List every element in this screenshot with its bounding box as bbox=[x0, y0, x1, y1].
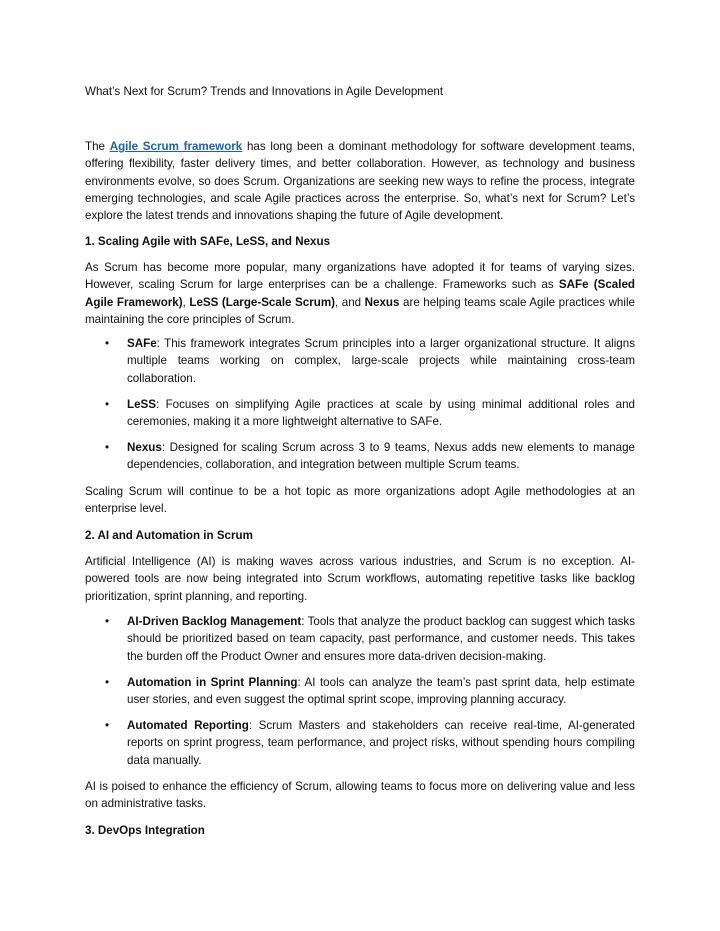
bullet-icon: • bbox=[105, 441, 110, 454]
bullet-term: LeSS bbox=[127, 398, 156, 411]
text: , and bbox=[335, 295, 365, 309]
section-3-heading: 3. DevOps Integration bbox=[85, 824, 205, 837]
bullet-icon: • bbox=[105, 337, 110, 350]
list-item bbox=[85, 717, 635, 769]
bullet-term: Automated Reporting bbox=[127, 719, 249, 732]
bullet-text: : Designed for scaling Scrum across 3 to 9 teams, Nexus adds new elements to manage dependencies, collaboration, and integration between multiple Scrum teams. bbox=[127, 441, 635, 472]
section-2-paragraph: Artificial Intelligence (AI) is making waves across various industries, and Scrum is no exception. AI-powered tools are now being integrated into Scrum workflows, automating repetitive tasks like backlog prioritization, sprint planning, and reporting. bbox=[85, 555, 635, 603]
section-1-bullet-list bbox=[85, 335, 635, 387]
bullet-text: : AI tools can analyze the team’s past sprint data, help estimate user stories, and even suggest the optimal sprint scope, improving planning accuracy. bbox=[127, 676, 636, 707]
bullet-icon: • bbox=[105, 615, 110, 628]
section-1-heading: 1. Scaling Agile with SAFe, LeSS, and Nexus bbox=[85, 235, 331, 248]
bullet-text: : Focuses on simplifying Agile practices at scale by using minimal additional roles and ceremonies, making it a more lightweight alternative to SAFe. bbox=[127, 398, 635, 429]
text: are helping teams scale Agile practices while maintaining the core principles of Scrum. bbox=[85, 295, 635, 326]
bullet-text: : Scrum Masters and stakeholders can receive real-time, AI-generated reports on sprint progress, team performance, and project risks, without spending hours compiling data manually. bbox=[127, 719, 635, 767]
bullet-text: : This framework integrates Scrum principles into a larger organizational structure. It aligns multiple teams working on complex, large-scale projects while maintaining cross-team collaboration. bbox=[127, 337, 635, 385]
section-1-bullet-list-3 bbox=[85, 439, 635, 474]
section-2-heading: 2. AI and Automation in Scrum bbox=[85, 529, 253, 542]
bullet-term: Automation in Sprint Planning bbox=[127, 676, 298, 689]
list-item bbox=[85, 335, 635, 387]
section-1-closing: Scaling Scrum will continue to be a hot topic as more organizations adopt Agile methodologies at an enterprise level. bbox=[85, 485, 635, 516]
list-item bbox=[85, 613, 635, 665]
section-2-bullet-list-2 bbox=[85, 674, 635, 709]
bold-nexus: Nexus bbox=[364, 295, 400, 309]
section-2-closing: AI is poised to enhance the efficiency of Scrum, allowing teams to focus more on delivering value and less on administrative tasks. bbox=[85, 780, 635, 811]
section-2-bullet-list-3 bbox=[85, 717, 635, 769]
document-title: What’s Next for Scrum? Trends and Innovations in Agile Development bbox=[85, 85, 444, 98]
bullet-icon: • bbox=[105, 398, 110, 411]
list-item bbox=[85, 439, 635, 474]
intro-paragraph bbox=[85, 138, 635, 224]
bullet-term: SAFe bbox=[127, 337, 157, 350]
section-1-paragraph bbox=[85, 259, 635, 328]
bullet-icon: • bbox=[105, 719, 110, 732]
text: As Scrum has become more popular, many organizations have adopted it for teams of varying sizes. However, scaling Scrum for large enterprises can be a challenge. Frameworks such as bbox=[85, 261, 635, 292]
bold-less: LeSS (Large-Scale Scrum) bbox=[189, 295, 335, 309]
intro-prefix: The bbox=[85, 140, 110, 153]
section-1-bullet-list-2 bbox=[85, 396, 635, 431]
bold-safe: SAFe (Scaled Agile Framework) bbox=[85, 278, 635, 309]
text: , bbox=[182, 295, 190, 309]
intro-text: has long been a dominant methodology for software development teams, offering flexibility, faster delivery times, and better collaboration. However, as technology and business environments evolve, so does Scrum. Organizations are seeking new ways to refine the process, integrate emerging technologies, and scale Agile practices across the enterprise. So, what’s next for Scrum? Let’s explore the latest trends and innovations shaping the future of Agile development. bbox=[85, 140, 636, 223]
bullet-icon: • bbox=[105, 676, 110, 689]
bullet-term: Nexus bbox=[127, 441, 162, 454]
agile-scrum-framework-link[interactable]: Agile Scrum framework bbox=[109, 140, 243, 153]
bullet-term: AI-Driven Backlog Management bbox=[127, 615, 302, 628]
bullet-text: : Tools that analyze the product backlog can suggest which tasks should be prioritized based on team capacity, past performance, and customer needs. This takes the burden off the Product Owner and ensures more data-driven decision-making. bbox=[127, 615, 635, 663]
section-2-bullet-list bbox=[85, 613, 635, 665]
list-item bbox=[85, 396, 635, 431]
list-item bbox=[85, 674, 635, 709]
